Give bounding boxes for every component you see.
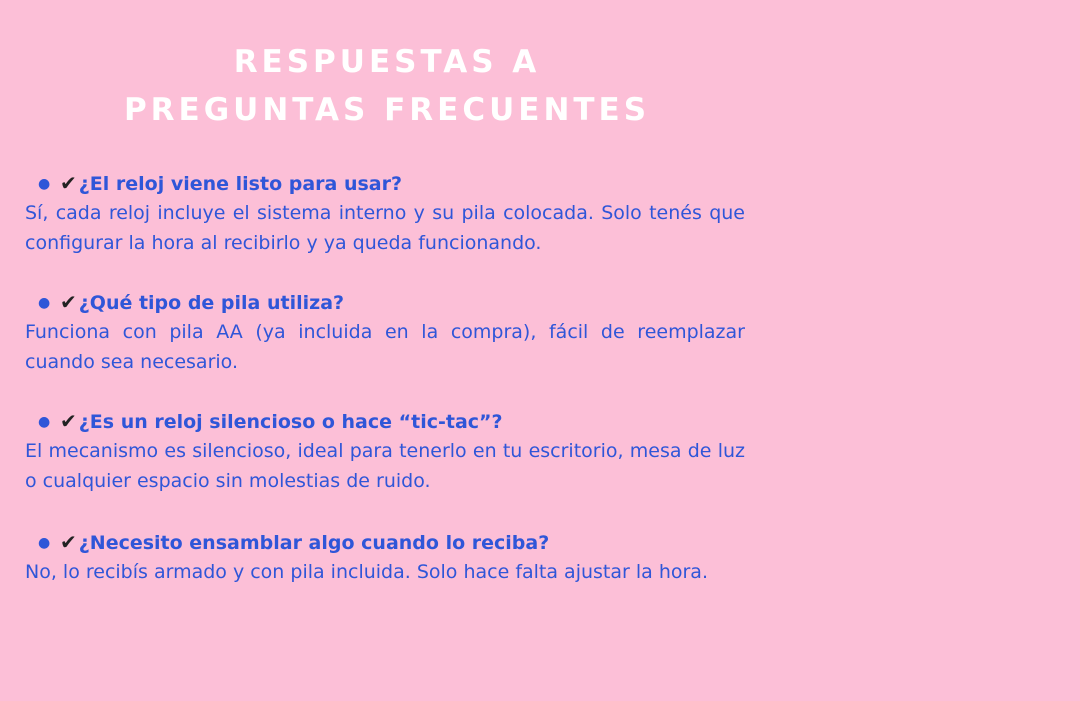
faq-question-text: ¿Necesito ensamblar algo cuando lo reciba? — [78, 532, 550, 554]
check-mark-icon: ✔ — [60, 290, 77, 314]
bullet-icon: ● — [38, 535, 51, 551]
faq-answer: Sí, cada reloj incluye el sistema interno y su pila colocada. Solo tenés que configurar la hora al recibirlo y ya queda funcionando. — [25, 202, 745, 254]
bullet-icon: ● — [38, 176, 51, 192]
page-title-line-1: RESPUESTAS A — [233, 44, 541, 80]
faq-answer: El mecanismo es silencioso, ideal para tenerlo en tu escritorio, mesa de luz o cualquier espacio sin molestias de ruido. — [25, 440, 745, 492]
check-mark-icon: ✔ — [60, 409, 77, 433]
faq-question-text: ¿El reloj viene listo para usar? — [78, 173, 403, 195]
page-title — [0, 38, 774, 134]
bullet-icon: ● — [38, 295, 51, 311]
bullet-icon: ● — [38, 414, 51, 430]
faq-question — [38, 168, 758, 199]
faq-question-text: ¿Qué tipo de pila utiliza? — [78, 292, 345, 314]
check-mark-icon: ✔ — [60, 171, 77, 195]
faq-question — [38, 527, 758, 558]
faq-answer: Funciona con pila AA (ya incluida en la compra), fácil de reemplazar cuando sea necesario. — [25, 321, 745, 373]
page-title-line-2: PREGUNTAS FRECUENTES — [123, 92, 651, 128]
faq-question — [38, 406, 758, 437]
faq-answer: No, lo recibís armado y con pila incluida. Solo hace falta ajustar la hora. — [25, 561, 708, 583]
faq-question-text: ¿Es un reloj silencioso o hace “tic-tac”? — [78, 411, 503, 433]
check-mark-icon: ✔ — [60, 530, 77, 554]
faq-question — [38, 287, 758, 318]
